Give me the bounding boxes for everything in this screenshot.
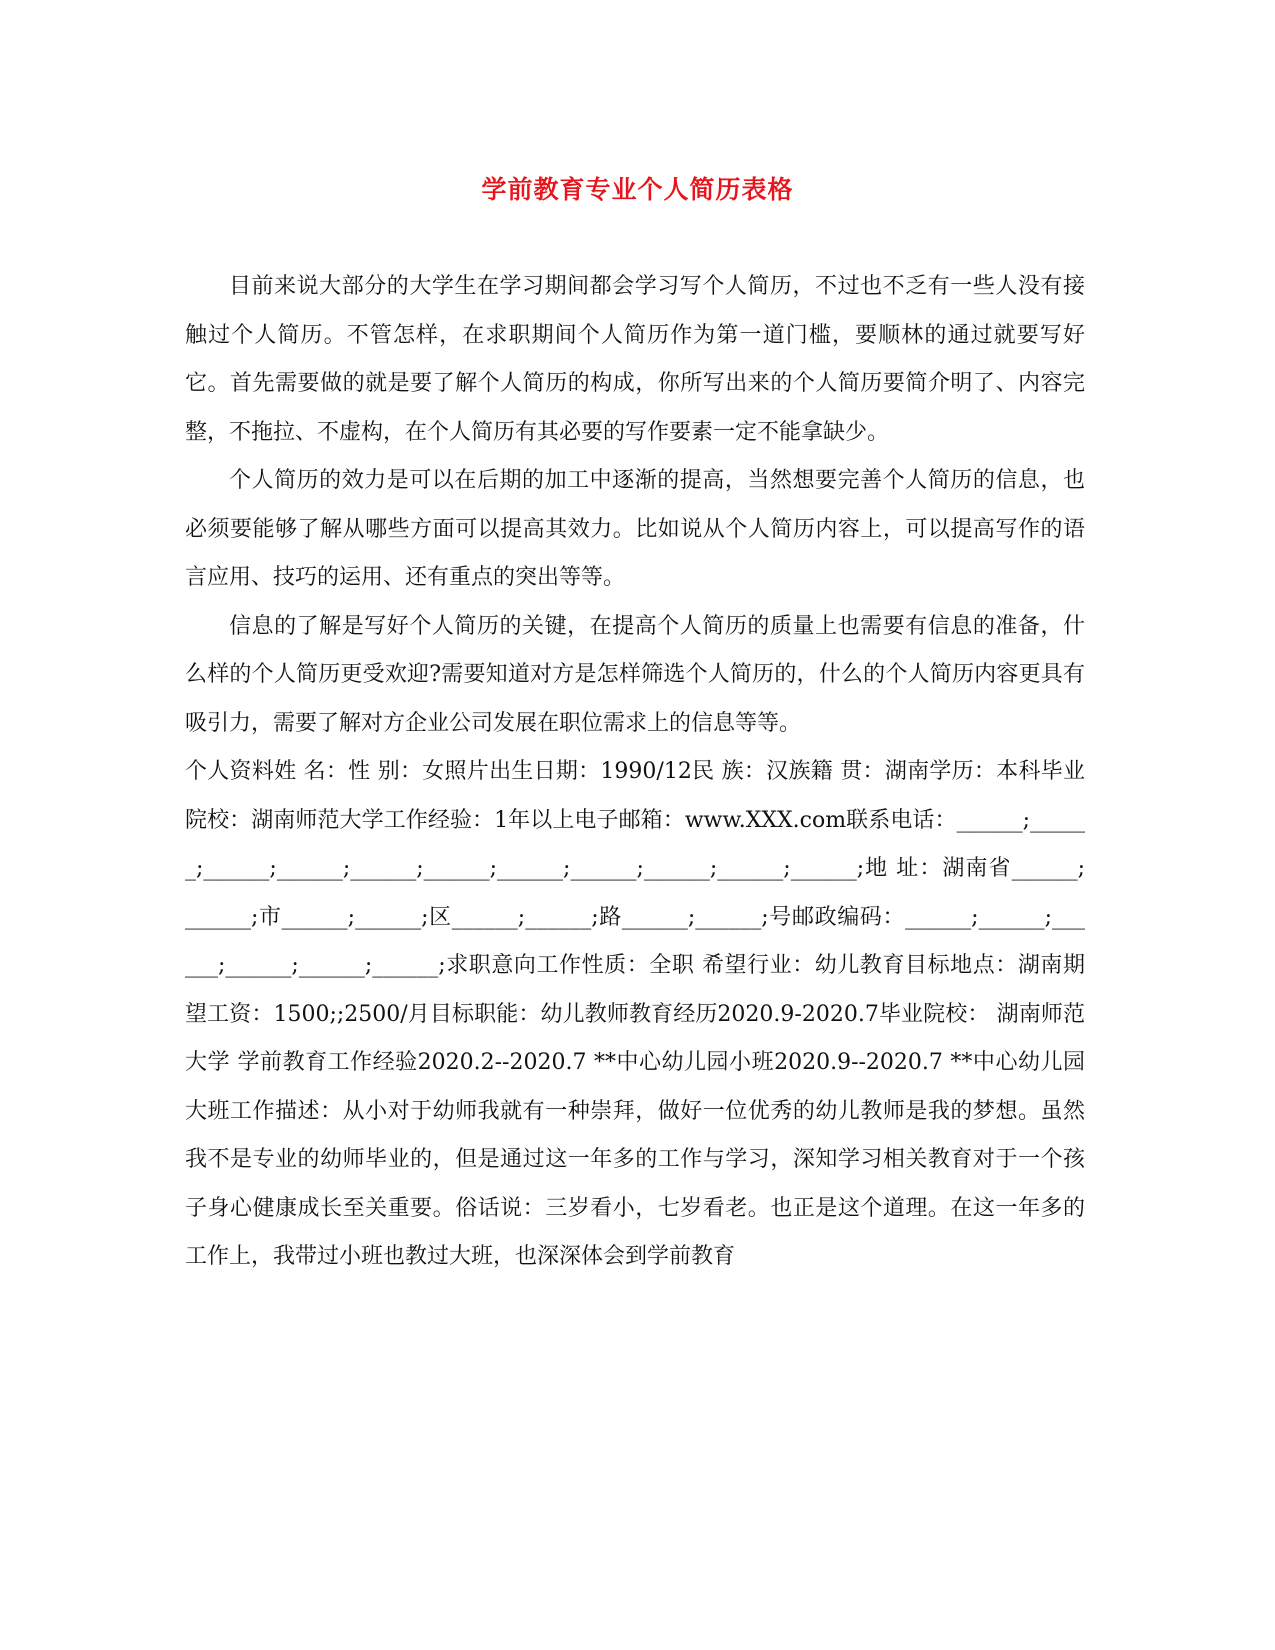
- intro-paragraph-3: 信息的了解是写好个人简历的关键，在提高个人简历的质量上也需要有信息的准备，什么样的个人简历更受欢迎?需要知道对方是怎样筛选个人简历的，什么的个人简历内容更具有吸引力，需要了解对方企业公司发展在职位需求上的信息等等。: [185, 613, 1085, 736]
- resume-details: 个人资料姓 名：性 别：女照片出生日期：1990/12民 族：汉族籍 贯：湖南学历：本科毕业院校：湖南师范大学工作经验：1年以上电子邮箱：www.XXX.com联系电话：______;______;______;______;______;______;______;______;______;______;______;地 址：湖南省______;______;市______;______;区______;______;路______;______;号邮政编码：______;______;______;______;______;______;求职意向工作性质：全职 希望行业：幼儿教育目标地点：湖南期望工资：1500;;2500/月目标职能：幼儿教师教育经历2020.9-2020.7毕业院校： 湖南师范大学 学前教育工作经验2020.2--2020.7 **中心幼儿园小班2020.9--2020.7 **中心幼儿园大班工作描述：从小对于幼师我就有一种崇拜，做好一位优秀的幼儿教师是我的梦想。虽然我不是专业的幼师毕业的，但是通过这一年多的工作与学习，深知学习相关教育对于一个孩子身心健康成长至关重要。俗话说：三岁看小，七岁看老。也正是这个道理。在这一年多的工作上，我带过小班也教过大班，也深深体会到学前教育: [185, 759, 1085, 1269]
- intro-paragraph-2: 个人简历的效力是可以在后期的加工中逐渐的提高，当然想要完善个人简历的信息，也必须要能够了解从哪些方面可以提高其效力。比如说从个人简历内容上，可以提高写作的语言应用、技巧的运用、还有重点的突出等等。: [185, 468, 1085, 590]
- document-body: [185, 263, 1085, 1282]
- document-title: 学前教育专业个人简历表格: [481, 175, 794, 204]
- intro-paragraph-1: 目前来说大部分的大学生在学习期间都会学习写个人简历，不过也不乏有一些人没有接触过个人简历。不管怎样，在求职期间个人简历作为第一道门槛，要顺林的通过就要写好它。首先需要做的就是要了解个人简历的构成，你所写出来的个人简历要简介明了、内容完整，不拖拉、不虚构，在个人简历有其必要的写作要素一定不能拿缺少。: [185, 274, 1085, 445]
